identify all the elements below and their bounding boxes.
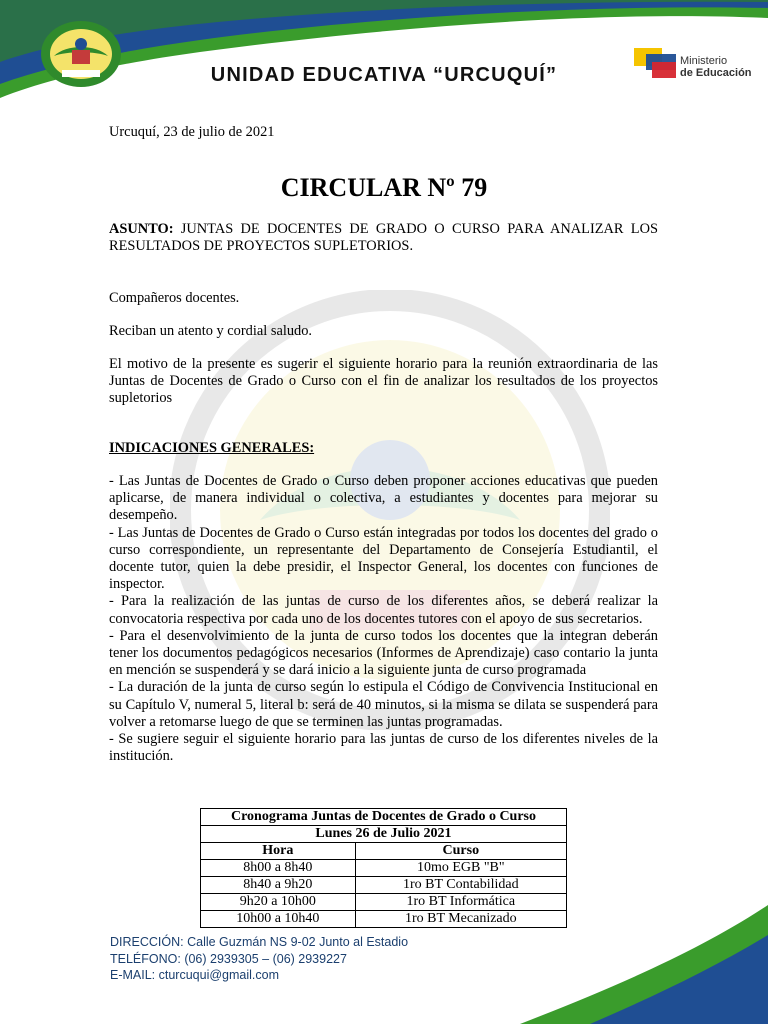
cell-curso: 1ro BT Contabilidad xyxy=(355,877,566,894)
document-date: Urcuquí, 23 de julio de 2021 xyxy=(109,124,275,140)
schedule-table xyxy=(200,808,567,928)
table-row xyxy=(201,911,567,928)
ministry-line-1: Ministerio xyxy=(680,55,728,67)
cell-hora: 10h00 a 10h40 xyxy=(201,911,356,928)
table-row xyxy=(201,894,567,911)
indications-list xyxy=(109,473,658,765)
footer-address: DIRECCIÓN: Calle Guzmán NS 9-02 Junto al Estadio xyxy=(110,935,409,949)
cell-hora: 8h00 a 8h40 xyxy=(201,860,356,877)
asunto-label: ASUNTO: xyxy=(109,221,174,237)
cell-hora: 8h40 a 9h20 xyxy=(201,877,356,894)
footer-email: E-MAIL: cturcuqui@gmail.com xyxy=(110,968,279,982)
indication-item: - Para el desenvolvimiento de la junta de curso todos los docentes que la integran deberán tener los documentos pedagógicos necesarios (Informes de Aprendizaje) caso contario la junta en mención se suspenderá y se dará inicio a la siguiente junta de curso programada xyxy=(109,627,658,679)
school-name: UNIDAD EDUCATIVA “URCUQUÍ” xyxy=(210,64,558,86)
salutation: Reciban un atento y cordial saludo. xyxy=(109,323,313,339)
schedule-header-row xyxy=(201,843,567,860)
indication-item: - Para la realización de las juntas de curso de los diferentes años, se deberá realizar la convocatoria respectiva por cada uno de los docentes tutores con el apoyo de sus secretarios. xyxy=(109,593,658,627)
indications-heading: INDICACIONES GENERALES: xyxy=(109,440,315,456)
indication-item: - Se sugiere seguir el siguiente horario para las juntas de curso de los diferentes niveles de la institución. xyxy=(109,731,658,765)
table-row xyxy=(201,860,567,877)
asunto-text: JUNTAS DE DOCENTES DE GRADO O CURSO PARA ANALIZAR LOS RESULTADOS DE PROYECTOS SUPLETORIOS. xyxy=(109,221,658,255)
table-row xyxy=(201,877,567,894)
schedule-date: Lunes 26 de Julio 2021 xyxy=(201,826,567,843)
column-header-hora: Hora xyxy=(201,843,356,860)
motivo-paragraph: El motivo de la presente es sugerir el siguiente horario para la reunión extraordinaria de las Juntas de Docentes de Grado o Curso con el fin de analizar los resultados de los proyectos supletorios xyxy=(109,356,658,407)
indication-item: - La duración de la junta de curso según lo estipula el Código de Convivencia Institucional en su Capítulo V, numeral 5, literal b: será de 40 minutos, si la misma se dilata se suspenderá para volver a retomarse luego de que se terminen las juntas programadas. xyxy=(109,679,658,730)
cell-curso: 1ro BT Informática xyxy=(355,894,566,911)
ministry-line-2: de Educación xyxy=(680,67,752,79)
indication-item: - Las Juntas de Docentes de Grado o Curso deben proponer acciones educativas que pueden aplicarse, de manera individual o colectiva, a estudiantes y docentes para mejorar su desempeño. xyxy=(109,473,658,524)
schedule-date-row xyxy=(201,826,567,843)
cell-curso: 10mo EGB "B" xyxy=(355,860,566,877)
schedule-title-row xyxy=(201,809,567,826)
asunto-paragraph xyxy=(109,221,658,255)
circular-title: CIRCULAR Nº 79 xyxy=(280,173,488,202)
cell-hora: 9h20 a 10h00 xyxy=(201,894,356,911)
footer-phone: TELÉFONO: (06) 2939305 – (06) 2939227 xyxy=(110,951,347,966)
footer-contact xyxy=(110,934,408,984)
column-header-curso: Curso xyxy=(355,843,566,860)
greeting: Compañeros docentes. xyxy=(109,290,240,306)
schedule-title: Cronograma Juntas de Docentes de Grado o Curso xyxy=(201,809,567,826)
indication-item: - Las Juntas de Docentes de Grado o Curso están integradas por todos los docentes del grado o curso correspondiente, un representante del Departamento de Consejería Estudiantil, el docente tutor, quien la debe presidir, el Inspector General, los docentes con funciones de inspector. xyxy=(109,524,658,593)
cell-curso: 1ro BT Mecanizado xyxy=(355,911,566,928)
